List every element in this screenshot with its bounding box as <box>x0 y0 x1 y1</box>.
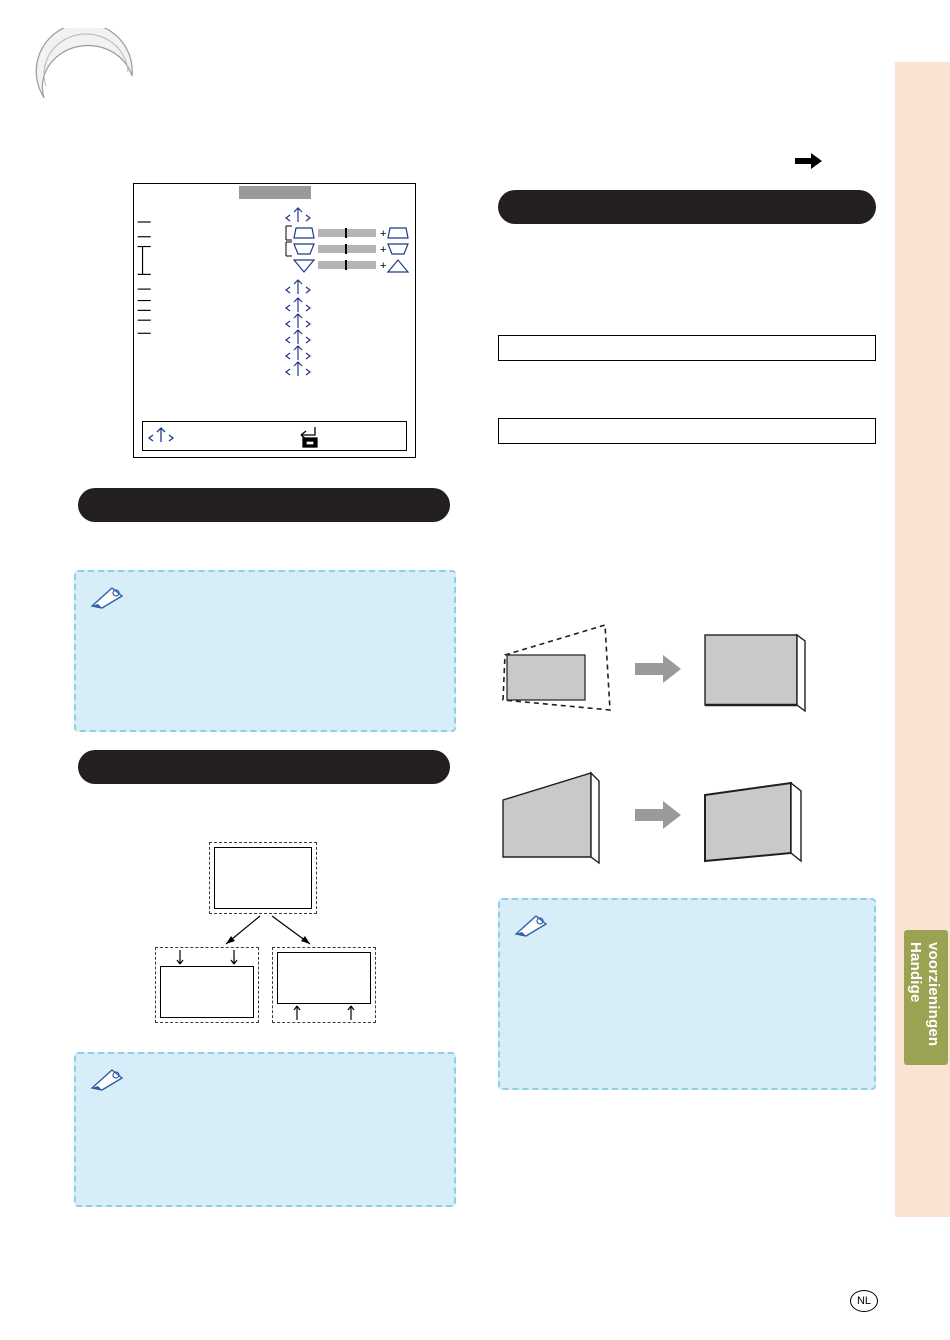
keystone-illustration-pair-1 <box>495 615 825 725</box>
diagram-top-frame <box>209 842 317 914</box>
right-note-box-1 <box>498 898 876 1090</box>
left-note-box-2 <box>74 1052 456 1207</box>
right-thin-box-1 <box>498 335 876 361</box>
diagram-right-inner <box>277 952 371 1004</box>
svg-text:+: + <box>380 260 387 272</box>
diagram-left-frame <box>155 947 259 1023</box>
svg-text:+: + <box>380 228 387 240</box>
corner-swirl-decoration <box>32 28 140 136</box>
section-side-tab-line1: Handige <box>907 942 924 1003</box>
diagram-branch-arrows <box>150 912 340 952</box>
diagram-right-up-arrows <box>273 998 377 1022</box>
left-note-box-1 <box>74 570 456 732</box>
section-side-tab-line2: voorzieningen <box>925 942 942 1047</box>
page-number-badge: NL <box>850 1290 878 1312</box>
diagram-left-down-arrows <box>156 948 260 972</box>
pencil-icon <box>90 1066 130 1092</box>
osd-menu-rows <box>234 206 414 386</box>
diagram-left-inner <box>160 966 254 1018</box>
pencil-icon <box>90 584 130 610</box>
osd-footer-bar <box>142 421 407 451</box>
osd-left-tick-marks <box>134 204 174 384</box>
left-heading-bar-2 <box>78 750 450 784</box>
keystone-illustration-pair-2 <box>495 765 825 875</box>
right-heading-bar-1 <box>498 190 876 224</box>
diagram-right-frame <box>272 947 376 1023</box>
pencil-icon <box>514 912 554 938</box>
right-arrow-icon <box>795 152 823 170</box>
osd-active-tab <box>239 186 311 199</box>
right-thin-box-2 <box>498 418 876 444</box>
diagram-top-inner <box>214 847 312 909</box>
osd-menu-screenshot <box>133 183 416 458</box>
svg-text:+: + <box>380 244 387 256</box>
left-heading-bar-1 <box>78 488 450 522</box>
